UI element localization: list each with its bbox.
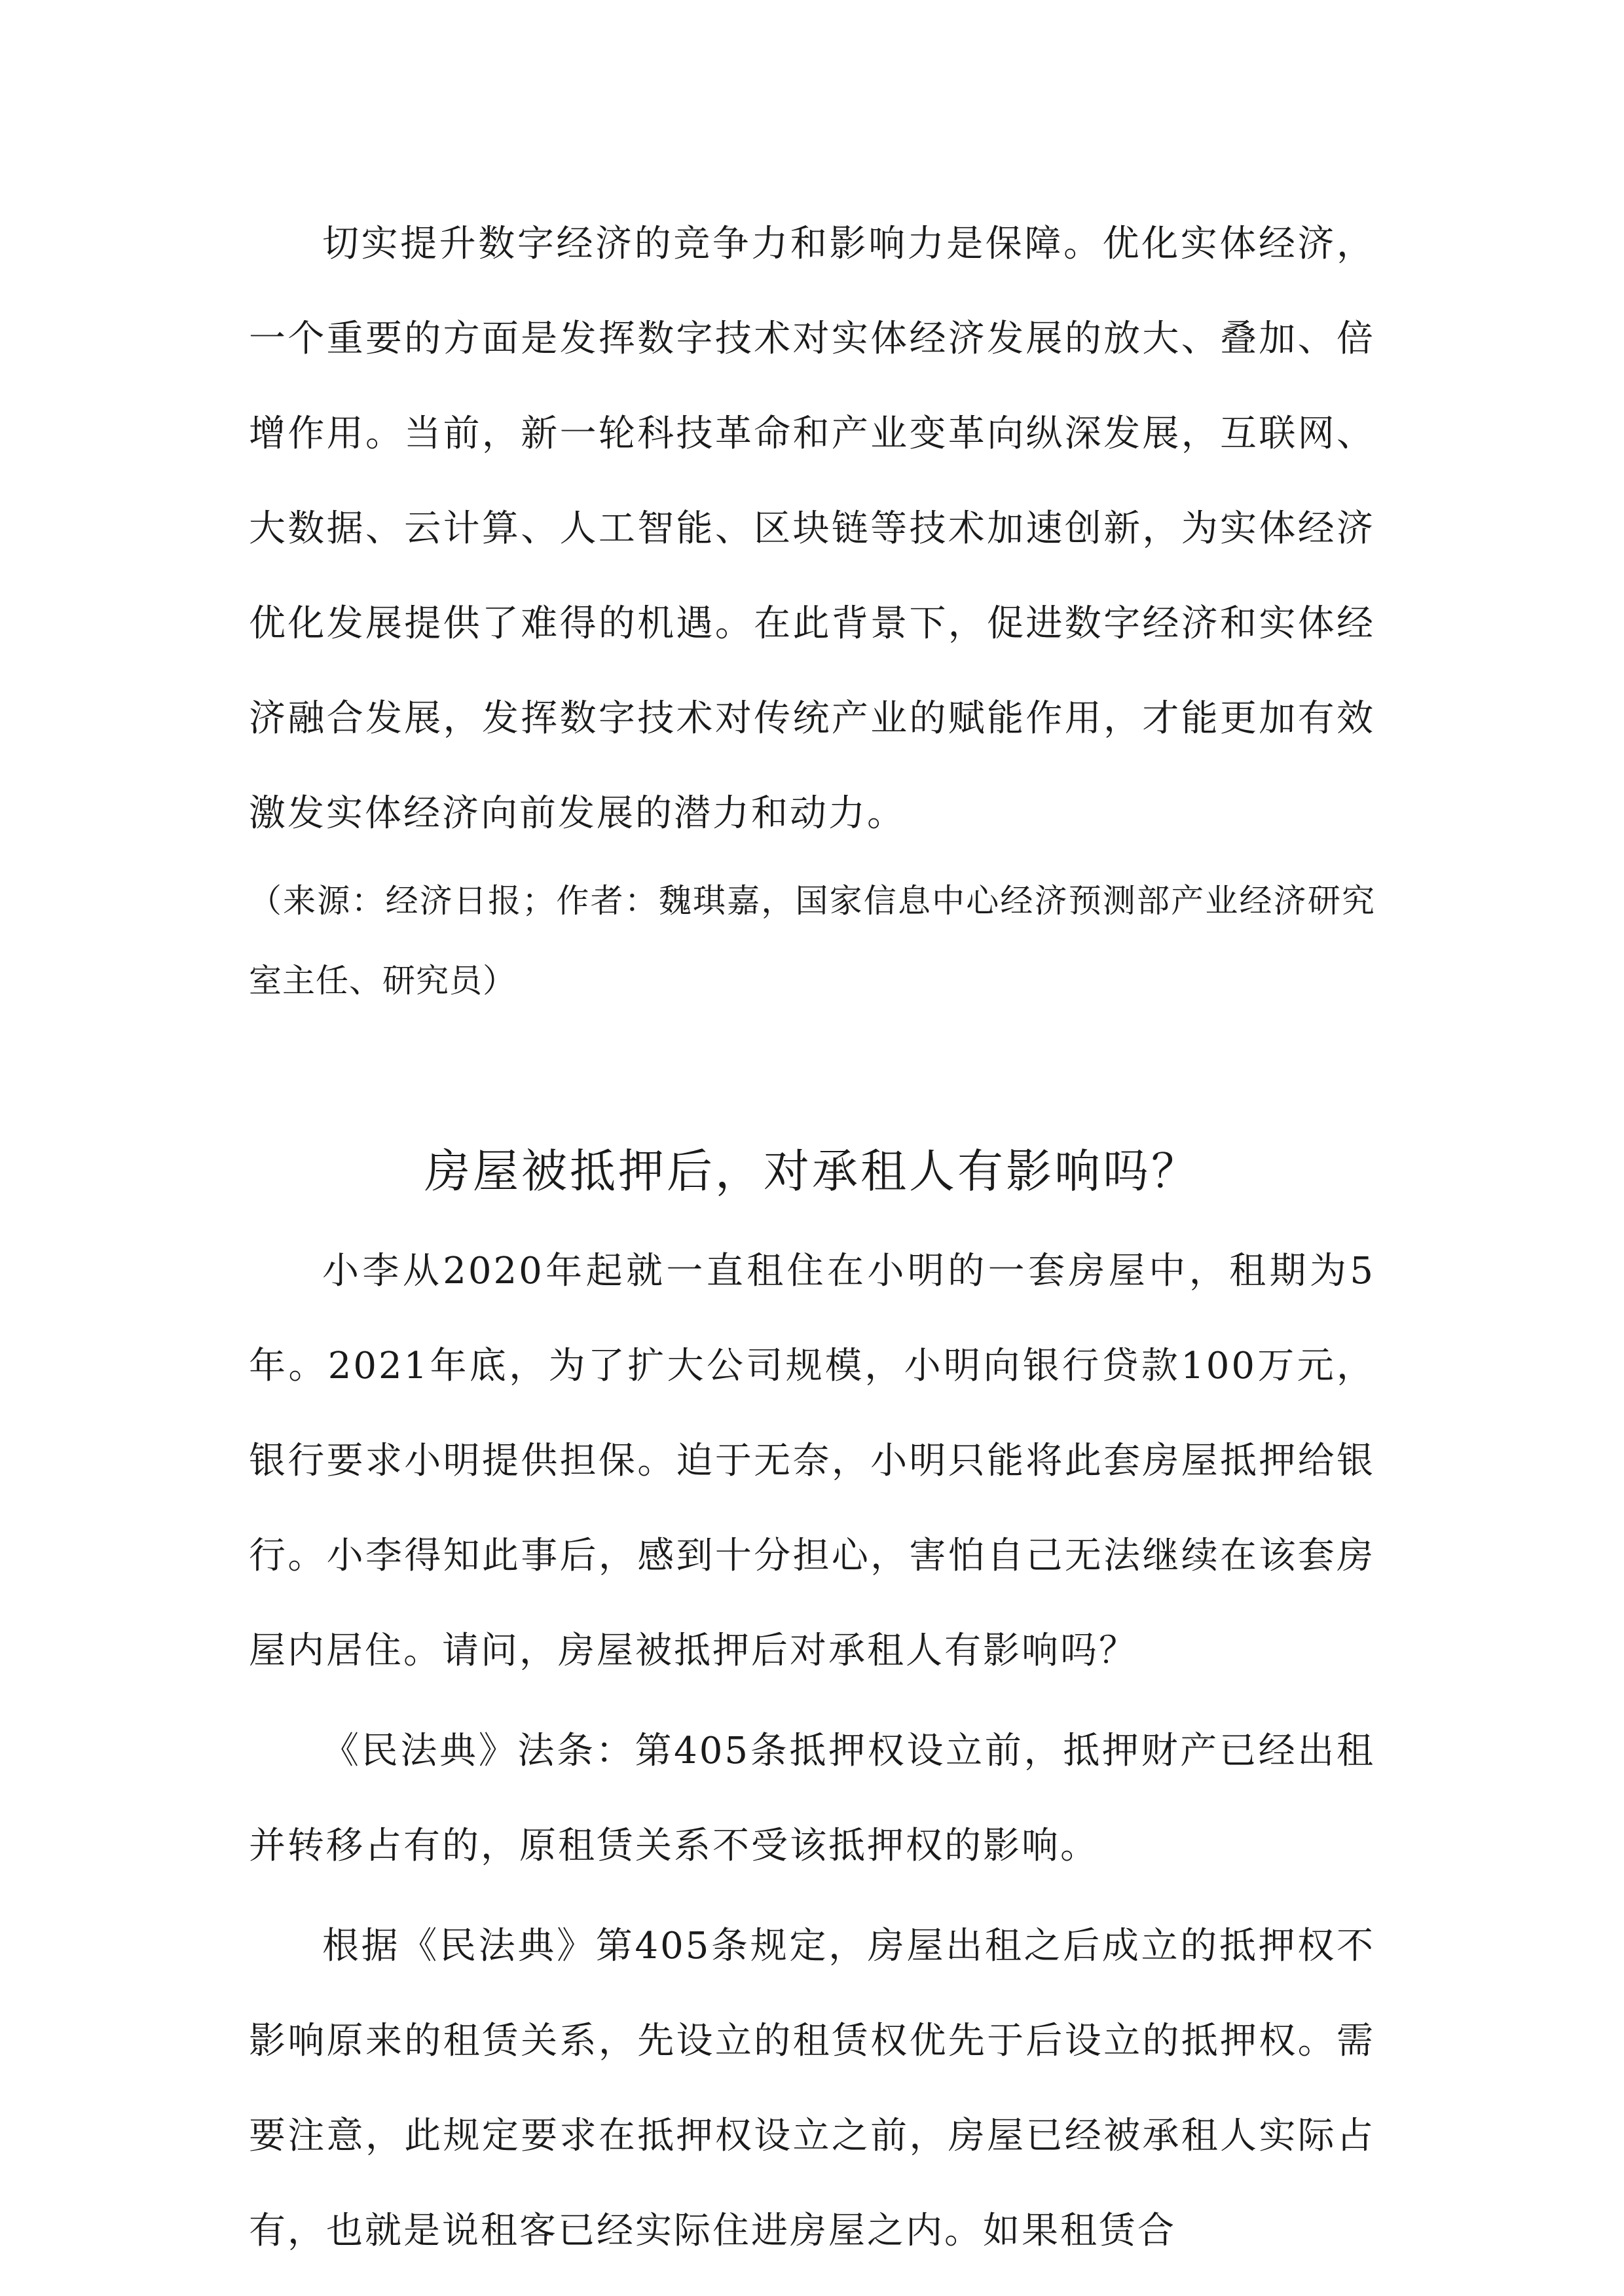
article2-title: 房屋被抵押后，对承租人有影响吗？ — [424, 1144, 1200, 1198]
article1-paragraph: 切实提升数字经济的竞争力和影响力是保障。优化实体经济，一个重要的方面是发挥数字技术对实体经济发展的放大、叠加、倍增作用。当前，新一轮科技革命和产业变革向纵深发展，互联网、大数据、云计算、人工智能、区块链等技术加速创新，为实体经济优化发展提供了难得的机遇。在此背景下，促进数字经济和实体经济融合发展，发挥数字技术对传统产业的赋能作用，才能更加有效激发实体经济向前发展的潜力和动力。 — [249, 223, 1375, 835]
document-page — [249, 196, 1375, 2278]
article2-paragraph-1: 小李从2020年起就一直租住在小明的一套房屋中，租期为5年。2021年底，为了扩大公司规模，小明向银行贷款100万元，银行要求小明提供担保。迫于无奈，小明只能将此套房屋抵押给银行。小李得知此事后，感到十分担心，害怕自己无法继续在该套房屋内居住。请问，房屋被抵押后对承租人有影响吗？ — [249, 1250, 1375, 1672]
article2-paragraph-2: 《民法典》法条：第405条抵押权设立前，抵押财产已经出租并转移占有的，原租赁关系不受该抵押权的影响。 — [249, 1730, 1375, 1867]
article2-paragraph-3: 根据《民法典》第405条规定，房屋出租之后成立的抵押权不影响原来的租赁关系，先设立的租赁权优先于后设立的抵押权。需要注意，此规定要求在抵押权设立之前，房屋已经被承租人实际占有，也就是说租客已经实际住进房屋之内。如果租赁合 — [249, 1925, 1375, 2252]
section-gap — [249, 1021, 1375, 1119]
article1-source: （来源：经济日报；作者：魏琪嘉，国家信息中心经济预测部产业经济研究室主任、研究员） — [249, 882, 1375, 1000]
